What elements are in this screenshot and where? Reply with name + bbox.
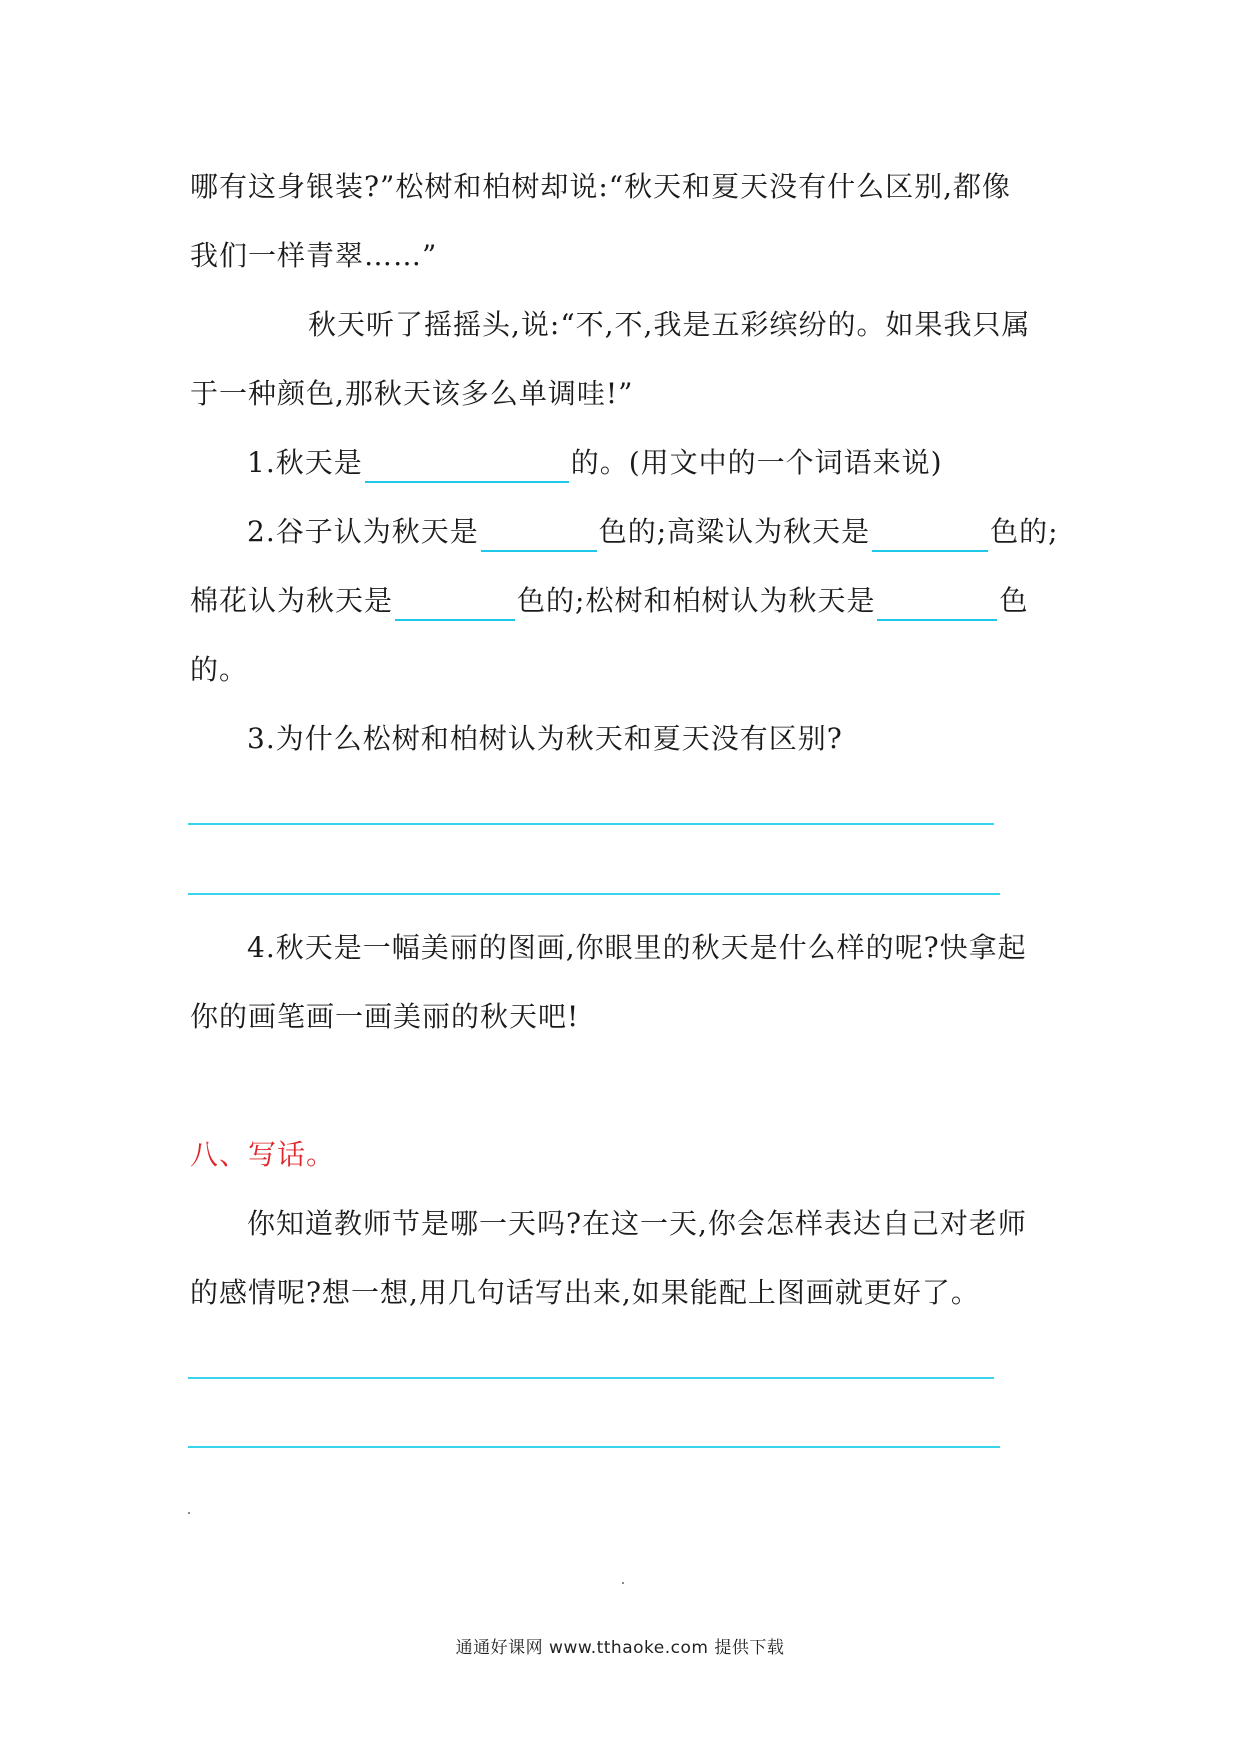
footer-source: 通通好课网 www.tthaoke.com 提供下载	[455, 1638, 785, 1658]
question-2-part-4: 棉花认为秋天是	[190, 584, 394, 617]
question-2-blank-sorghum[interactable]	[872, 520, 988, 552]
passage-line-3: 秋天听了摇摇头,说:“不,不,我是五彩缤纷的。如果我只属	[308, 308, 1031, 341]
question-2-line-1	[247, 512, 1059, 552]
passage-line-4: 于一种颜色,那秋天该多么单调哇!”	[190, 377, 634, 410]
section-8-answer-line-2[interactable]	[188, 1446, 1000, 1448]
section-8-line-2: 的感情呢?想一想,用几句话写出来,如果能配上图画就更好了。	[190, 1276, 980, 1309]
question-3-answer-line-1[interactable]	[188, 823, 994, 825]
question-3-answer-line-2[interactable]	[188, 893, 1000, 895]
passage-line-2: 我们一样青翠……”	[190, 239, 438, 272]
passage-line-1: 哪有这身银装?”松树和柏树却说:“秋天和夏天没有什么区别,都像	[190, 170, 1011, 203]
question-4-line-2: 你的画笔画一画美丽的秋天吧!	[190, 1000, 580, 1033]
speck-mark	[188, 1512, 190, 1514]
question-1-blank[interactable]	[365, 451, 569, 483]
question-2-blank-millet[interactable]	[481, 520, 597, 552]
question-2-part-5: 色的;松树和柏树认为秋天是	[517, 584, 876, 617]
question-2-blank-cotton[interactable]	[395, 589, 515, 621]
section-8-line-1: 你知道教师节是哪一天吗?在这一天,你会怎样表达自己对老师	[247, 1207, 1027, 1240]
question-2-part-2: 色的;高粱认为秋天是	[598, 515, 871, 548]
section-8-title: 八、写话。	[190, 1138, 336, 1171]
question-2-part-1: 2.谷子认为秋天是	[247, 515, 479, 548]
question-2-line-2	[190, 581, 1028, 621]
question-1	[247, 443, 943, 483]
speck-mark	[622, 1582, 624, 1584]
question-3: 3.为什么松树和柏树认为秋天和夏天没有区别?	[247, 722, 843, 755]
question-4-line-1: 4.秋天是一幅美丽的图画,你眼里的秋天是什么样的呢?快拿起	[247, 931, 1027, 964]
question-2-line-3: 的。	[190, 653, 249, 686]
question-2-part-3: 色的;	[990, 515, 1059, 548]
question-1-suffix: 的。(用文中的一个词语来说)	[570, 446, 943, 479]
section-8-answer-line-1[interactable]	[188, 1377, 994, 1379]
question-2-blank-pine[interactable]	[877, 589, 997, 621]
question-1-prefix: 1.秋天是	[247, 446, 363, 479]
question-2-part-6: 色	[999, 584, 1029, 617]
